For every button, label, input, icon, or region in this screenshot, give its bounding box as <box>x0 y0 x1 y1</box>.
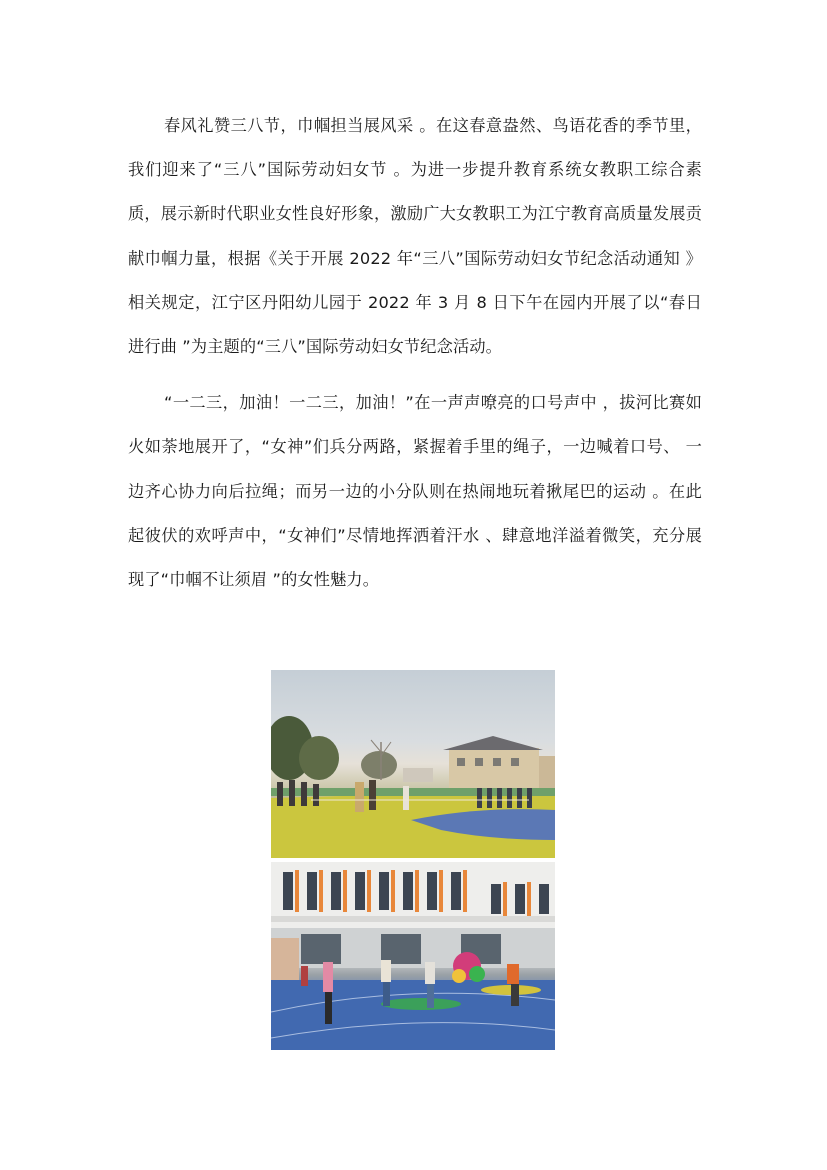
tug-of-war-photo-illustration <box>271 670 555 858</box>
tail-grabbing-game-photo-illustration <box>271 862 555 1050</box>
paragraph-activities: “一二三，加油！一二三，加油！”在一声声嘹亮的口号声中 ，拔河比赛如火如荼地展开了，“女神”们兵分两路，紧握着手里的绳子，一边喊着口号、 一边齐心协力向后拉绳；而另一边的小分队则在热闹地玩着揪尾巴的运动 。在此起彼伏的欢呼声中，“女神们”尽情地挥洒着汗水 、肆意地洋溢着微笑，充分展现了“巾帼不让须眉 ”的女性魅力。 <box>128 393 702 590</box>
paragraph-intro: 春风礼赞三八节，巾帼担当展风采 。在这春意盎然、鸟语花香的季节里，我们迎来了“三八”国际劳动妇女节 。为进一步提升教育系统女教职工综合素质，展示新时代职业女性良好形象，激励广大女教职工为江宁教育高质量发展贡献巾帼力量，根据《关于开展 2022 年“三八”国际劳动妇女节纪念活动通知 》相关规定，江宁区丹阳幼儿园于 2022 年 3 月 8 日下午在园内开展了以“春日进行曲 ”为主题的“三八”国际劳动妇女节纪念活动。 <box>128 116 702 357</box>
article-body <box>128 104 702 602</box>
tail-grabbing-game-photo <box>271 862 555 1050</box>
tug-of-war-photo <box>271 670 555 858</box>
